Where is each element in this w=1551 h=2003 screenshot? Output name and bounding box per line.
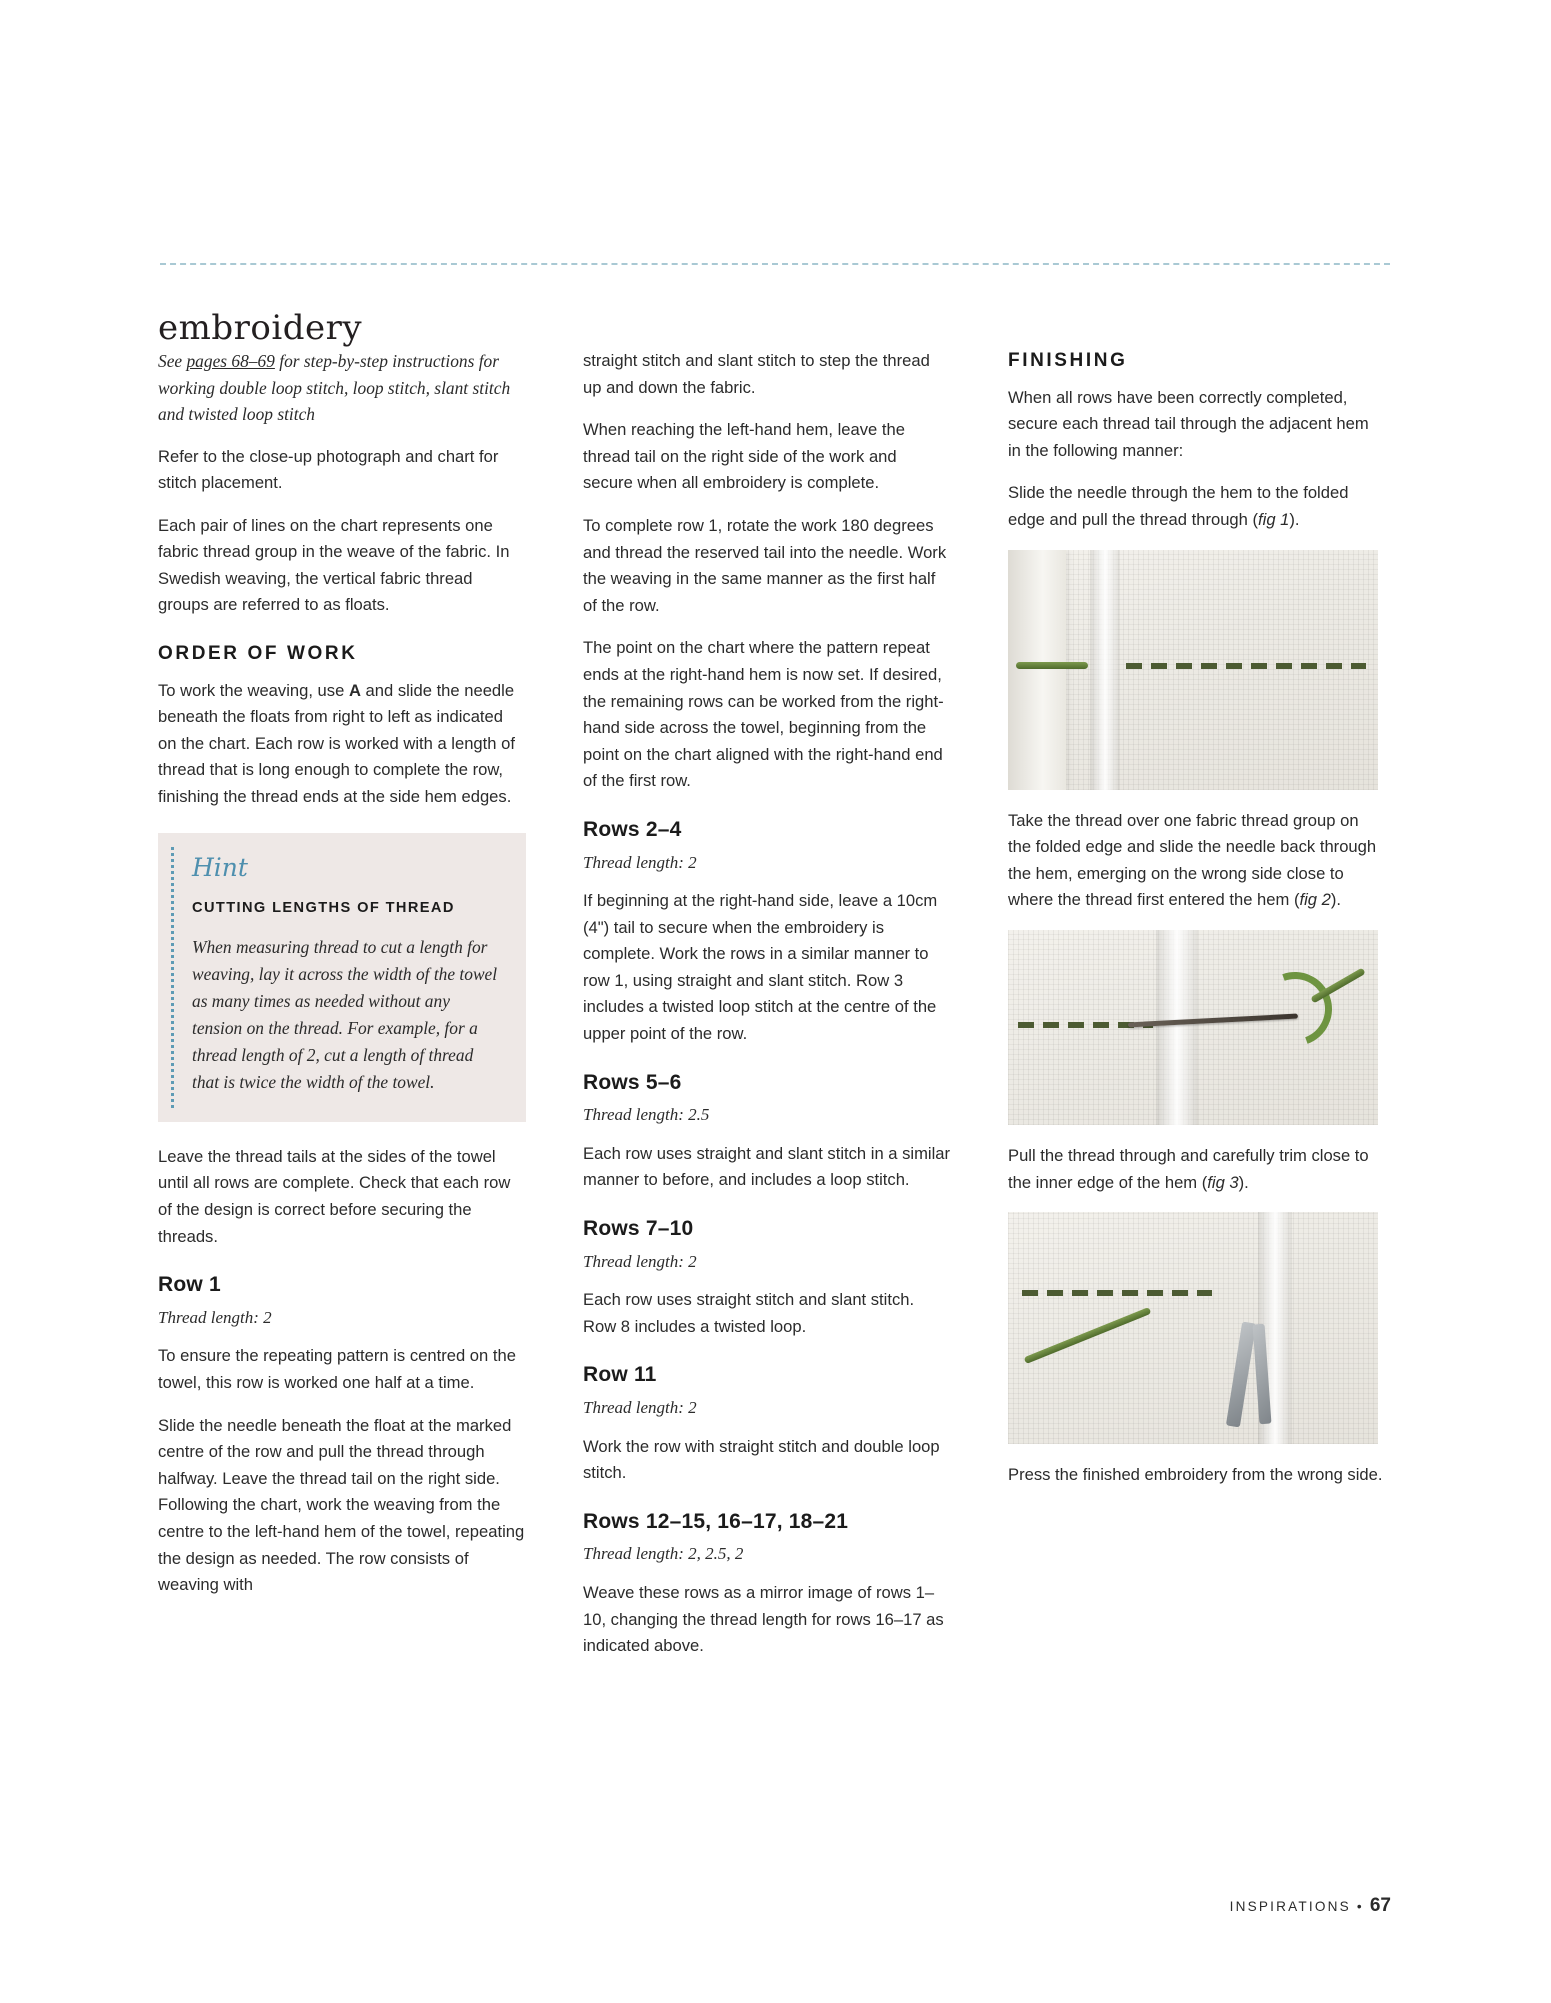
fig3-pre: Pull the thread through and carefully trim close to the inner edge of the hem ( — [1008, 1145, 1369, 1192]
page-title: embroidery — [158, 307, 363, 348]
heading-rows-2-4: Rows 2–4 — [583, 817, 682, 841]
footer-separator: • — [1356, 1899, 1364, 1914]
order-post: and slide the needle beneath the floats from right to left as indicated on the chart. Each row is worked with a length of thread that is long enough to complete the row, finishing the thread ends at the side hem edges. — [158, 680, 515, 807]
caption-figure-3 — [1008, 1143, 1383, 1196]
figure-3-trimming-thread — [1008, 1212, 1378, 1444]
fig1-post: ). — [1289, 509, 1300, 529]
fig1-reference: fig 1 — [1258, 509, 1290, 529]
hint-label: Hint — [192, 852, 248, 882]
order-pre: To work the weaving, use — [158, 680, 349, 700]
hem-fold-line — [1090, 550, 1120, 790]
paragraph-left-hand-hem: When reaching the left-hand hem, leave the thread tail on the right side of the work and secure when all embroidery is complete. — [583, 420, 905, 493]
heading-order-of-work: ORDER OF WORK — [158, 643, 358, 665]
paragraph-slide-needle-fig1 — [1008, 480, 1383, 533]
running-stitch-line — [1022, 1290, 1212, 1296]
paragraph-rows-12-21: Weave these rows as a mirror image of rows 1–10, changing the thread length for rows 16–17 as indicated above. — [583, 1582, 944, 1656]
caption-press-embroidery: Press the finished embroidery from the wrong side. — [1008, 1465, 1383, 1485]
fig1-pre: Slide the needle through the hem to the folded edge and pull the thread through ( — [1008, 483, 1349, 529]
hint-body: When measuring thread to cut a length for weaving, lay it across the width of the towel as many times as needed without any tension on the thread. For example, for a thread length of 2, cut a length of thread that is twice the width of the towel. — [192, 936, 498, 1092]
page-number: 67 — [1369, 1895, 1391, 1916]
paragraph-rows-7-10: Each row uses straight stitch and slant stitch. Row 8 includes a twisted loop. — [583, 1290, 915, 1336]
thread-length-rows-12-21: Thread length: 2, 2.5, 2 — [583, 1544, 744, 1564]
text-column-2 — [583, 348, 951, 1676]
paragraph-rows-5-6: Each row uses straight and slant stitch in a similar manner to before, and includes a loop stitch. — [583, 1143, 951, 1190]
fig2-post: ). — [1330, 890, 1341, 910]
intro-pre: See — [158, 351, 187, 371]
paragraph-leave-tails: Leave the thread tails at the sides of the towel until all rows are complete. Check that each row of the design is correct before securing the threads. — [158, 1146, 511, 1246]
figure-2-needle-through-hem — [1008, 930, 1378, 1125]
pages-reference-link[interactable]: pages 68–69 — [186, 351, 275, 371]
paragraph-row-11: Work the row with straight stitch and double loop stitch. — [583, 1436, 940, 1483]
thread-length-rows-5-6: Thread length: 2.5 — [583, 1105, 710, 1125]
text-column-1 — [158, 348, 526, 1615]
page-footer — [1230, 1895, 1391, 1917]
caption-figure-2 — [1008, 808, 1383, 914]
fabric-texture — [1008, 1212, 1378, 1444]
hint-box — [158, 833, 526, 1122]
green-thread-tail — [1016, 662, 1088, 669]
fig2-reference: fig 2 — [1299, 890, 1331, 910]
paragraph-finishing-intro: When all rows have been correctly completed, secure each thread tail through the adjacent hem in the following manner: — [1008, 387, 1369, 460]
heading-row-1: Row 1 — [158, 1273, 221, 1297]
hem-fold-line — [1156, 930, 1198, 1125]
folded-edge-band — [1008, 550, 1066, 790]
thread-length-row-1: Thread length: 2 — [158, 1307, 272, 1327]
heading-rows-7-10: Rows 7–10 — [583, 1217, 694, 1241]
paragraph-rows-2-4: If beginning at the right-hand side, leave a 10cm (4") tail to secure when the embroidery is complete. Work the rows in a similar manner to row 1, using straight and slant stitch. Row 3 includes a twisted loop stitch at the centre of the upper point of the row. — [583, 891, 938, 1044]
footer-brand: INSPIRATIONS — [1229, 1899, 1351, 1914]
paragraph-chart-lines: Each pair of lines on the chart represents one fabric thread group in the weave of the fabric. In Swedish weaving, the vertical fabric thread groups are referred to as floats. — [158, 515, 510, 615]
figure-1-hem-stitching — [1008, 550, 1378, 790]
text-column-3 — [1008, 348, 1383, 1505]
paragraph-row1-slide-needle: Slide the needle beneath the float at the marked centre of the row and pull the thread through halfway. Leave the thread tail on the right side. Following the chart, work the weaving from the centre to the left-hand hem of the towel, repeating the design as needed. The row consists of weaving with — [158, 1415, 525, 1595]
fig3-post: ). — [1238, 1172, 1249, 1192]
heading-rows-5-6: Rows 5–6 — [583, 1070, 682, 1094]
running-stitch-line — [1126, 663, 1366, 669]
thread-length-rows-7-10: Thread length: 2 — [583, 1251, 697, 1271]
order-bold-a: A — [348, 680, 361, 700]
thread-length-row-11: Thread length: 2 — [583, 1398, 697, 1417]
intro-italic-paragraph — [158, 348, 526, 428]
paragraph-order-of-work — [158, 678, 526, 811]
paragraph-pattern-repeat: The point on the chart where the pattern repeat ends at the right-hand hem is now set. If desired, the remaining rows can be worked from the right-hand side across the towel, beginning from the point on the chart aligned with the right-hand end of the first row. — [583, 638, 944, 791]
paragraph-row1-centred: To ensure the repeating pattern is centred on the towel, this row is worked one half at a time. — [158, 1346, 516, 1392]
paragraph-complete-row1: To complete row 1, rotate the work 180 degrees and thread the reserved tail into the needle. Work the weaving in the same manner as the first half of the row. — [583, 515, 947, 615]
top-divider-rule — [160, 263, 1390, 265]
paragraph-refer-chart: Refer to the close-up photograph and chart for stitch placement. — [158, 446, 499, 493]
fig3-reference: fig 3 — [1207, 1172, 1239, 1192]
fig2-pre: Take the thread over one fabric thread group on the folded edge and slide the needle back through the hem, emerging on the wrong side close to where the thread first entered the hem ( — [1008, 810, 1377, 910]
thread-length-rows-2-4: Thread length: 2 — [583, 852, 697, 872]
hint-heading: CUTTING LENGTHS OF THREAD — [192, 900, 455, 917]
heading-rows-12-21: Rows 12–15, 16–17, 18–21 — [583, 1509, 849, 1533]
paragraph-straight-slant: straight stitch and slant stitch to step the thread up and down the fabric. — [583, 351, 930, 397]
intro-post: for step-by-step instructions for working double loop stitch, loop stitch, slant stitch and twisted loop stitch — [158, 351, 511, 424]
heading-finishing: FINISHING — [1008, 350, 1128, 371]
heading-row-11: Row 11 — [583, 1363, 657, 1387]
